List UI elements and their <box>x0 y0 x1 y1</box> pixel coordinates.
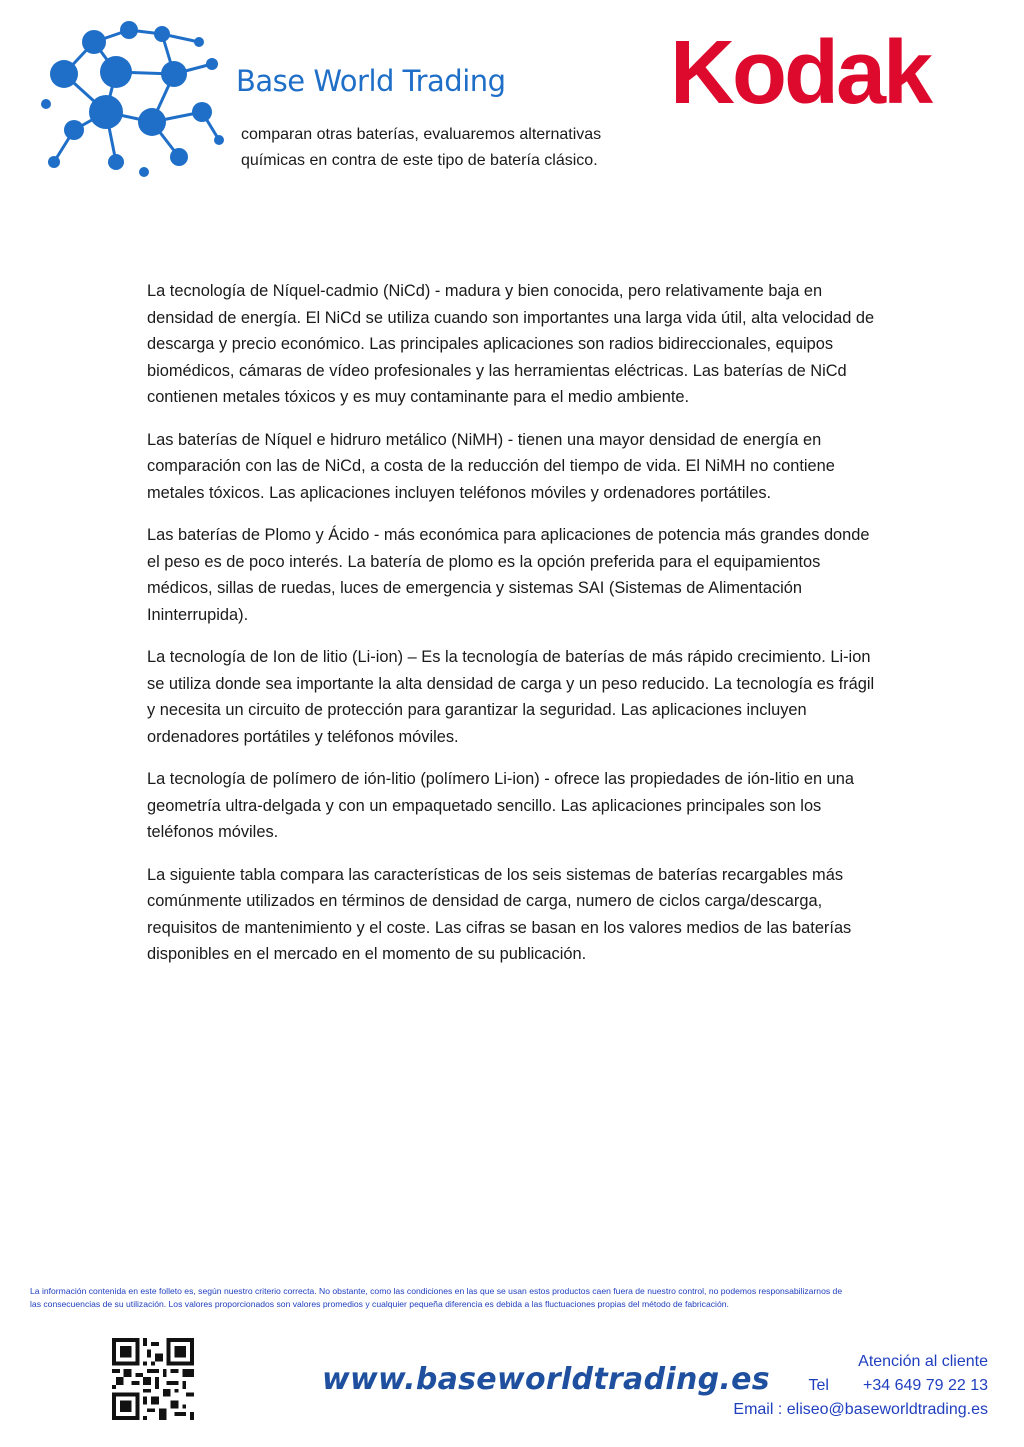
paragraph-table-intro: La siguiente tabla compara las características de los seis sistemas de baterías recargables más comúnmente utilizados en términos de densidad de carga, numero de ciclos carga/descarga, requisitos de mantenimiento y el coste. Las cifras se basan en los valores medios de las baterías disponibles en el mercado en el momento de su publicación. <box>147 865 852 963</box>
brand-name: Base World Trading <box>236 64 506 98</box>
intro-line: comparan otras baterías, evaluaremos alternativas <box>241 126 602 143</box>
qr-code-icon <box>112 1338 194 1420</box>
kodak-logo: Kodak <box>670 23 931 123</box>
paragraph-nicd: La tecnología de Níquel-cadmio (NiCd) - madura y bien conocida, pero relativamente baja en densidad de energía. El NiCd se utiliza cuando son importantes una larga vida útil, alta velocidad de descarga y precio económico. Las principales aplicaciones son radios bidireccionales, equipos biomédicos, cámaras de vídeo profesionales y las herramientas eléctricas. Las baterías de NiCd contienen metales tóxicos y es muy contaminante para el medio ambiente. <box>147 282 875 406</box>
disclaimer-line: La información contenida en este folleto es, según nuestro criterio correcta. No obstante, como las condiciones en las que se usan estos productos caen fuera de nuestro control, no podemos responsabilizarnos de <box>30 1286 843 1296</box>
paragraph-li-ion: La tecnología de Ion de litio (Li-ion) – Es la tecnología de baterías de más rápido crecimiento. Li-ion se utiliza donde sea importante la alta densidad de carga y un peso reducido. La tecnología es frágil y necesita un circuito de protección para garantizar la seguridad. Las aplicaciones incluyen ordenadores portátiles y teléfonos móviles. <box>147 648 875 746</box>
tel-label: Tel <box>808 1377 829 1394</box>
customer-contact <box>733 1350 988 1422</box>
paragraph-li-ion-polymer: La tecnología de polímero de ión-litio (polímero Li-ion) - ofrece las propiedades de ión-litio en una geometría ultra-delgada y con un empaquetado sencillo. Las aplicaciones principales son los teléfonos móviles. <box>147 770 855 841</box>
intro-text <box>241 122 661 174</box>
paragraph-nimh: Las baterías de Níquel e hidruro metálico (NiMH) - tienen una mayor densidad de energía en comparación con las de NiCd, a costa de la reducción del tiempo de vida. El NiMH no contiene metales tóxicos. Las aplicaciones incluyen teléfonos móviles y ordenadores portátiles. <box>147 430 835 502</box>
main-content <box>147 278 877 984</box>
intro-line: químicas en contra de este tipo de batería clásico. <box>241 152 598 169</box>
disclaimer-line: las consecuencias de su utilización. Los valores proporcionados son valores promedios y cualquier pequeña diferencia es debida a las fluctuaciones propias del método de fabricación. <box>30 1298 729 1309</box>
website-link[interactable]: www.baseworldtrading.es <box>322 1362 770 1397</box>
contact-title: Atención al cliente <box>858 1353 988 1370</box>
email-link[interactable]: Email : eliseo@baseworldtrading.es <box>733 1401 988 1418</box>
phone-row <box>733 1374 988 1398</box>
phone-number[interactable]: +34 649 79 22 13 <box>862 1377 988 1394</box>
paragraph-lead-acid: Las baterías de Plomo y Ácido - más económica para aplicaciones de potencia más grandes donde el peso es de poco interés. La batería de plomo es la opción preferida para el equipamientos médicos, sillas de ruedas, luces de emergencia y sistemas SAI (Sistemas de Alimentación Ininterrupida). <box>147 526 870 624</box>
disclaimer <box>30 1285 1020 1310</box>
base-world-trading-logo-icon <box>34 12 234 188</box>
